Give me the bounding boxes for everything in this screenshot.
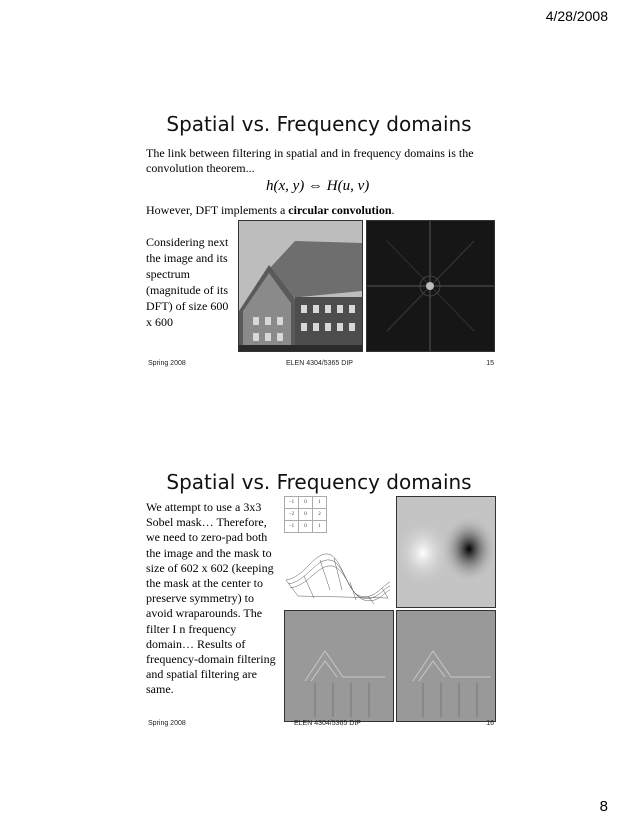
footer-center: ELEN 4304/5365 DIP xyxy=(294,720,361,727)
convolution-equation: h(x, y) ⇔ H(u, v) xyxy=(266,178,370,194)
mask-cell: −1 xyxy=(285,497,299,509)
mask-cell: 2 xyxy=(313,509,327,521)
mask-cell: 0 xyxy=(299,521,313,533)
page-number: 8 xyxy=(599,798,608,815)
mask-cell: −1 xyxy=(285,521,299,533)
dft-text-prefix: However, DFT implements a xyxy=(146,203,289,217)
mask-cell: −2 xyxy=(285,509,299,521)
result-illustration xyxy=(397,611,495,721)
header-date: 4/28/2008 xyxy=(545,8,608,24)
slide-title: Spatial vs. Frequency domains xyxy=(166,112,472,136)
frequency-filter-image xyxy=(396,496,496,608)
slide-title: Spatial vs. Frequency domains xyxy=(166,470,472,494)
dft-text xyxy=(146,203,395,218)
frequency-filtered-result-image xyxy=(284,610,394,722)
filter-illustration xyxy=(397,497,495,607)
building-illustration xyxy=(239,221,362,351)
footer-left: Spring 2008 xyxy=(148,720,186,727)
mask-cell: 0 xyxy=(299,497,313,509)
mask-cell: 0 xyxy=(299,509,313,521)
result-illustration xyxy=(285,611,393,721)
mask-cell: 1 xyxy=(313,497,327,509)
building-image xyxy=(238,220,363,352)
mask-cell: 1 xyxy=(313,521,327,533)
considering-text: Considering next the image and its spectrum (magnitude of its DFT) of size 600 x 600 xyxy=(146,235,229,329)
spectrum-image xyxy=(366,220,495,352)
body-text: We attempt to use a 3x3 Sobel mask… Therefore, we need to zero-pad both the image and the mask to size of 602 x 602 (keeping the mask at the center to preserve symmetry) to avoid wraparounds. The filter I n frequency domain… Results of frequency-domain filtering and spatial filtering are same. xyxy=(146,500,276,697)
intro-text: The link between filtering in spatial and in frequency domains is the convolution theorem... xyxy=(146,146,474,175)
dft-text-suffix: . xyxy=(391,203,395,217)
mesh-surface-plot xyxy=(284,546,392,606)
spatial-filtered-result-image xyxy=(396,610,496,722)
mesh-illustration xyxy=(284,546,392,606)
footer-center: ELEN 4304/5365 DIP xyxy=(286,360,353,367)
sobel-mask-table xyxy=(284,496,327,533)
footer-right: 16 xyxy=(486,720,494,727)
footer-left: Spring 2008 xyxy=(148,360,186,367)
dft-text-bold: circular convolution xyxy=(288,203,392,217)
slide-16 xyxy=(138,462,500,734)
slide-15 xyxy=(138,96,500,368)
footer-right: 15 xyxy=(486,360,494,367)
spectrum-illustration xyxy=(367,221,494,351)
